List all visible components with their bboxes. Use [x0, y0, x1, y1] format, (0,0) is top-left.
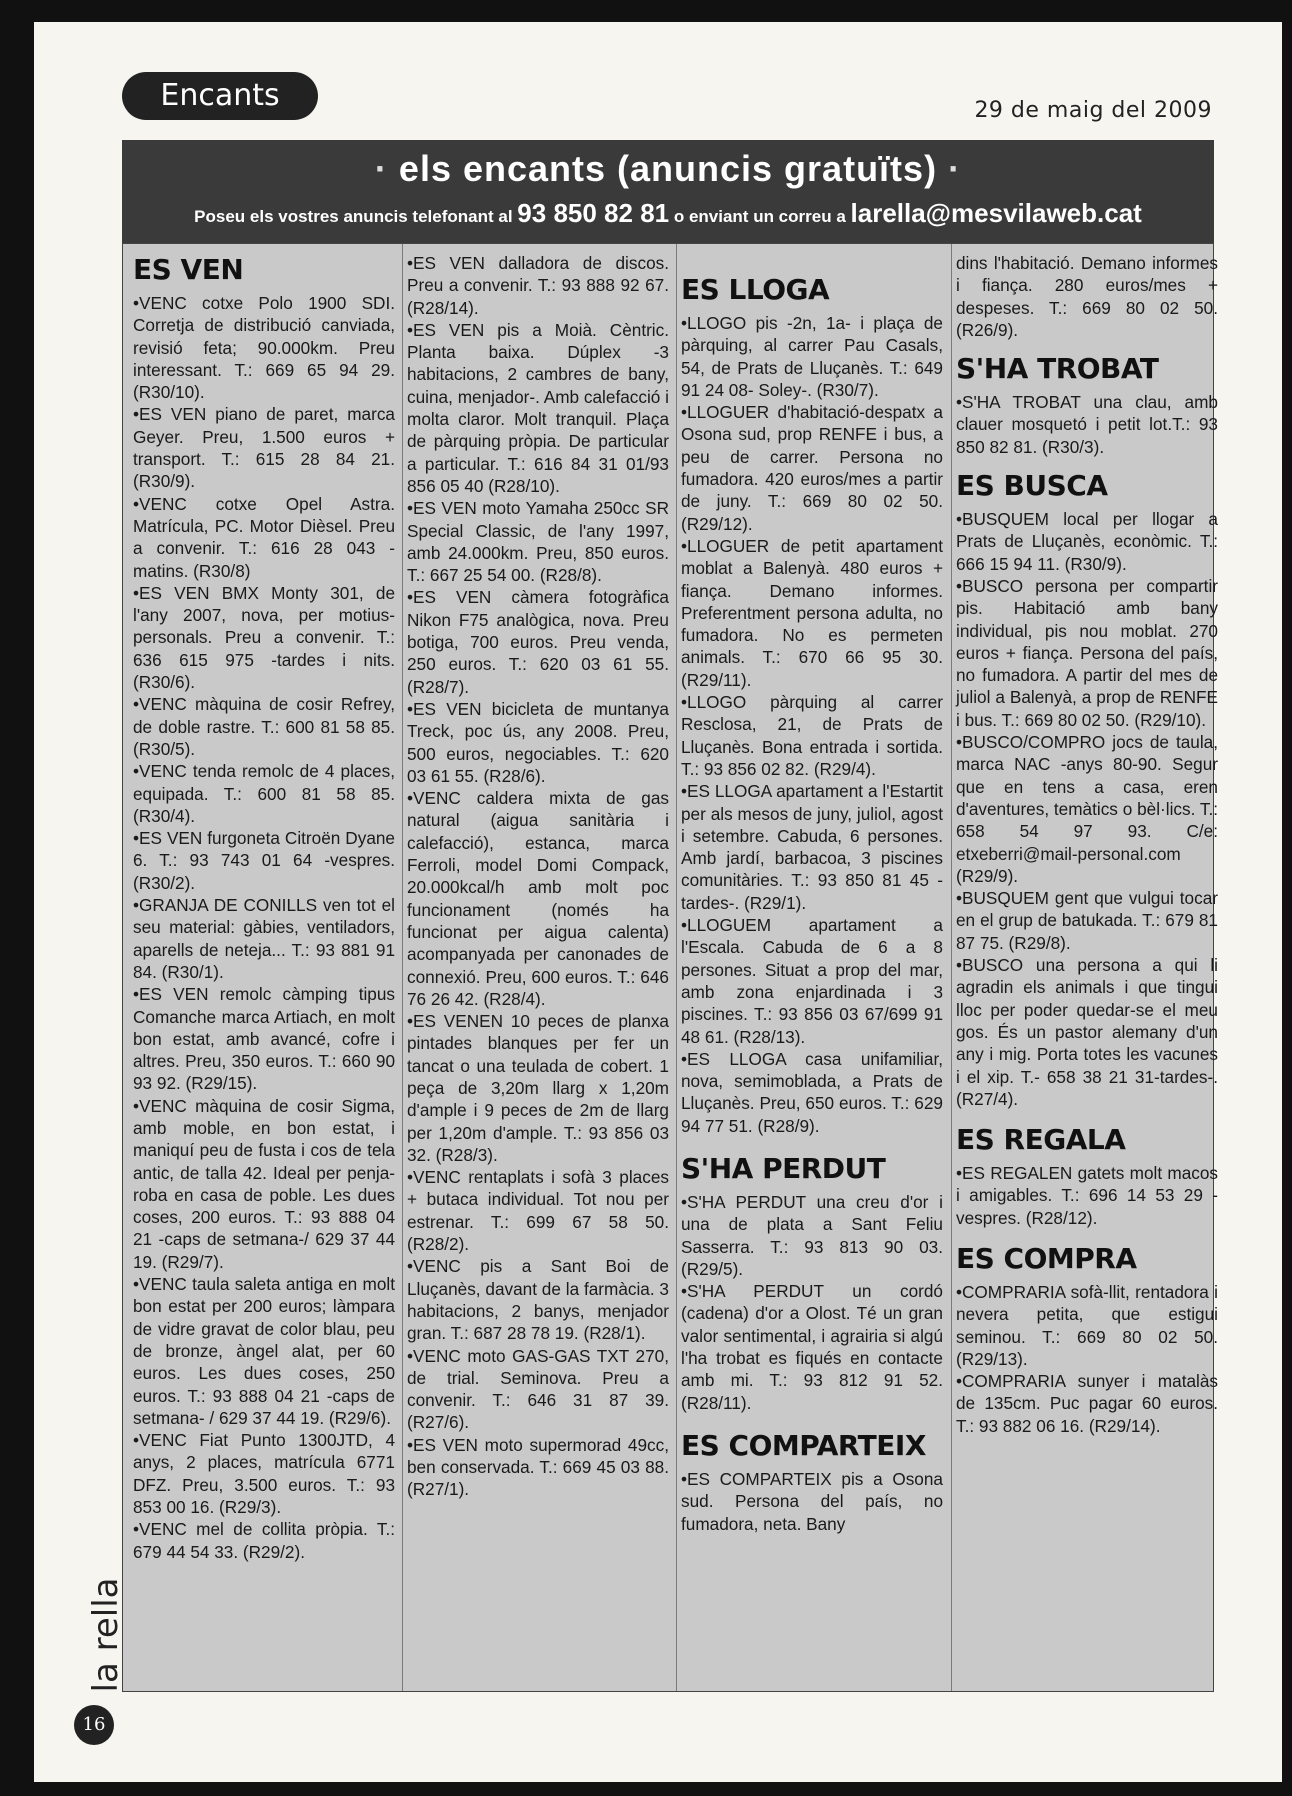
- classified-ad: •LLOGO pis -2n, 1a- i plaça de pàrquing, al carrer Pau Casals, 54, de Prats de Lluçanès. T.: 649 91 24 08- Soley-. (R30/7).: [681, 313, 943, 400]
- ads-es-lloga: [681, 312, 943, 1137]
- classified-ad: •ES VEN furgoneta Citroën Dyane 6. T.: 93 743 01 64 -vespres. (R30/2).: [133, 828, 395, 893]
- classified-ad: •ES REGALEN gatets molt macos i amigables. T.: 696 14 53 29 -vespres. (R28/12).: [956, 1163, 1218, 1228]
- section-tab: Encants: [122, 72, 318, 120]
- section-heading-sha-perdut: S'HA PERDUT: [681, 1151, 886, 1185]
- classified-ad: •VENC cotxe Polo 1900 SDI. Corretja de distribució canviada, revisió feta; 90.000km. Preu interessant. T.: 669 65 94 29. (R30/10).: [133, 293, 395, 403]
- classified-ad: •ES COMPARTEIX pis a Osona sud. Persona del país, no fumadora, neta. Bany: [681, 1468, 943, 1534]
- classified-ad: •VENC mel de collita pròpia. T.: 679 44 54 33. (R29/2).: [133, 1519, 395, 1562]
- classifieds-banner: [122, 140, 1214, 243]
- banner-title-text: els encants (anuncis gratuïts): [398, 148, 938, 189]
- ads-es-compra: [956, 1281, 1218, 1437]
- section-heading-es-ven: ES VEN: [133, 253, 244, 286]
- section-heading-es-regala: ES REGALA: [956, 1123, 1126, 1157]
- ads-es-busca: [956, 508, 1218, 1110]
- classified-ad: •S'HA PERDUT una creu d'or i una de plata a Sant Feliu Sasserra. T.: 93 813 90 03. (R29/5).: [681, 1191, 943, 1279]
- classified-ad: •LLOGUER d'habitació-despatx a Osona sud, prop RENFE i bus, a peu de carrer. Persona no fumadora. 420 euros/mes a partir de juny. T.: 669 80 02 50. (R29/12).: [681, 402, 943, 534]
- classified-ad: •VENC màquina de cosir Refrey, de doble rastre. T.: 600 81 58 85. (R30/5).: [133, 694, 395, 759]
- column-3: [681, 252, 943, 1535]
- classified-ad: •VENC caldera mixta de gas natural (aigua sanitària i calefacció), estanca, marca Ferroli, model Domi Compack, 20.000kcal/h amb molt poc funcionament (només ha funcionat per aigua calenta) acompanyada per canonades de connexió. Preu, 600 euros. T.: 646 76 26 42. (R28/4).: [407, 788, 669, 1009]
- ads-sha-perdut: [681, 1191, 943, 1414]
- classified-ad: •S'HA TROBAT una clau, amb clauer mosquetó i petit lot.T.: 93 850 82 81. (R30/3).: [956, 392, 1218, 457]
- classified-ad: •ES VENEN 10 peces de planxa pintades blanques per fer un tancat o una teulada de cobert. 1 peça de 3,20m llarg x 1,20m d'ample i 9 peces de 2m de llarg per 1,20m d'ample. T.: 93 856 03 32. (R28/3).: [407, 1011, 669, 1165]
- classified-ad: •GRANJA DE CONILLS ven tot el seu material: gàbies, ventiladors, aparells de neteja... T.: 93 881 91 84. (R30/1).: [133, 895, 395, 982]
- classified-ad: •ES VEN moto Yamaha 250cc SR Special Classic, de l'any 1997, amb 24.000km. Preu, 850 euros. T.: 667 25 54 00. (R28/8).: [407, 498, 669, 586]
- classified-ad: •VENC rentaplats i sofà 3 places + butaca individual. Tot nou per estrenar. T.: 699 67 58 50. (R28/2).: [407, 1167, 669, 1255]
- section-heading-es-lloga: ES LLOGA: [681, 273, 830, 306]
- classified-ad: •ES VEN càmera fotogràfica Nikon F75 analògica, nova. Preu botiga, 700 euros. Preu venda, 250 euros. T.: 620 03 61 55. (R28/7).: [407, 587, 669, 697]
- classified-ad: •VENC pis a Sant Boi de Lluçanès, davant de la farmàcia. 3 habitacions, 2 banys, menjador gran. T.: 687 28 78 19. (R28/1).: [407, 1256, 669, 1344]
- classified-ad: •ES VEN piano de paret, marca Geyer. Preu, 1.500 euros + transport. T.: 615 28 84 21. (R30/9).: [133, 404, 395, 492]
- column-1: [133, 252, 395, 1563]
- classified-ad: •ES VEN BMX Monty 301, de l'any 2007, nova, per motius-personals. Preu a convenir. T.: 636 615 975 -tardes i nits. (R30/6).: [133, 582, 395, 693]
- classified-ad: •BUSQUEM gent que vulgui tocar en el grup de batukada. T.: 679 81 87 75. (R29/8).: [956, 888, 1218, 953]
- column-divider: [676, 244, 677, 1691]
- classified-ad: •VENC Fiat Punto 1300JTD, 4 anys, 2 places, matrícula 6771 DFZ. Preu, 3.500 euros. T.: 93 853 00 16. (R29/3).: [133, 1430, 395, 1518]
- publication-sidebar: [86, 1565, 126, 1705]
- classified-ad: •BUSCO/COMPRO jocs de taula, marca NAC -anys 80-90. Segur que en tens a casa, eren d'aventures, temàtics o bèl·lics. T.: 658 54 97 93. C/e: etxeberri@mail-personal.com (R29/9).: [956, 732, 1218, 886]
- classified-ad: •ES VEN bicicleta de muntanya Treck, poc ús, any 2008. Preu, 500 euros, negociables. T.: 620 03 61 55. (R28/6).: [407, 698, 669, 786]
- classified-ad: •VENC cotxe Opel Astra. Matrícula, PC. Motor Dièsel. Preu a convenir. T.: 616 28 043 -matins. (R30/8): [133, 493, 395, 581]
- banner-title: [122, 148, 1214, 190]
- classified-ad: •ES VEN pis a Moià. Cèntric. Planta baixa. Dúplex -3 habitacions, 2 cambres de bany, cuina, menjador-. Amb calefacció i molta claror. Molt tranquil. Plaça de pàrquing pròpia. De particular a particular. T.: 616 84 31 01/93 856 05 40 (R28/10).: [407, 319, 669, 496]
- banner-email: larella@mesvilaweb.cat: [850, 198, 1142, 228]
- title-dot-right: ·: [948, 148, 962, 189]
- classified-ad: •ES VEN moto supermorad 49cc, ben conservada. T.: 669 45 03 88. (R27/1).: [407, 1434, 669, 1500]
- classified-ad: •ES LLOGA apartament a l'Estartit per als mesos de juny, juliol, agost i setembre. Cabuda, 6 persones. Amb jardí, barbacoa, 3 piscines comunitàries. T.: 93 850 81 45 -tardes-. (R29/1).: [681, 781, 943, 913]
- ads-es-regala: [956, 1162, 1218, 1229]
- classified-ad: •LLOGUER de petit apartament moblat a Balenyà. 480 euros + fiança. Demano informes. Preferentment persona adulta, no fumadora. No es permeten animals. T.: 670 66 95 30. (R29/11).: [681, 535, 943, 690]
- classified-ad: •ES LLOGA casa unifamiliar, nova, semimoblada, a Prats de Lluçanès. Preu, 650 euros. T.: 629 94 77 51. (R28/9).: [681, 1048, 943, 1136]
- column-divider: [951, 244, 952, 1691]
- classified-ad: •VENC moto GAS-GAS TXT 270, de trial. Seminova. Preu a convenir. T.: 646 31 87 39. (R27/6).: [407, 1345, 669, 1433]
- ads-es-ven: [133, 292, 395, 1563]
- classified-ad: •COMPRARIA sunyer i matalàs de 135cm. Puc pagar 60 euros. T.: 93 882 06 16. (R29/14).: [956, 1371, 1218, 1436]
- column-4: [956, 252, 1218, 1437]
- section-heading-sha-trobat: S'HA TROBAT: [956, 352, 1159, 386]
- classifieds-board: [122, 243, 1218, 1692]
- ads-es-comparteix: [681, 1468, 943, 1535]
- classified-ad: •BUSCO una persona a qui li agradin els animals i que tingui lloc per poder quedar-se el meu gos. És un pastor alemany d'un any i mig. Porta totes les vacunes i el xip. T.- 658 38 21 31-tardes-. (R27/4).: [956, 955, 1218, 1109]
- ad-continuation: dins l'habitació. Demano informes i fiança. 280 euros/mes + despeses. T.: 669 80 02 50. (R26/9).: [956, 253, 1218, 340]
- banner-sub-before: Poseu els vostres anuncis telefonant al: [194, 207, 513, 226]
- classified-ad: •LLOGO pàrquing al carrer Resclosa, 21, de Prats de Lluçanès. Bona entrada i sortida. T.: 93 856 02 82. (R29/4).: [681, 692, 943, 779]
- section-heading-es-comparteix: ES COMPARTEIX: [681, 1428, 926, 1462]
- banner-sub-middle: o enviant un correu a: [673, 207, 846, 226]
- ads-es-ven-cont: [407, 252, 669, 1501]
- classified-ad: •S'HA PERDUT un cordó (cadena) d'or a Olost. Té un gran valor sentimental, i agrairia si algú l'ha trobat es fiqués en contacte amb mi. T.: 93 812 91 52. (R28/11).: [681, 1281, 943, 1413]
- classified-ad: •VENC màquina de cosir Sigma, amb moble, en bon estat, i maniquí peu de fusta i cos de tela antic, de talla 42. Ideal per penja-roba en casa de poble. Les dues coses, 200 euros. T.: 93 888 04 21 -caps de setmana-/ 629 37 44 19. (R29/7).: [133, 1095, 395, 1272]
- classified-ad: •LLOGUEM apartament a l'Escala. Cabuda de 6 a 8 persones. Situat a prop del mar, amb zona enjardinada i 3 piscines. T.: 93 856 03 67/699 91 48 61. (R28/13).: [681, 915, 943, 1047]
- issue-date: 29 de maig del 2009: [974, 98, 1212, 123]
- column-2: [407, 252, 669, 1501]
- classified-ad: •BUSQUEM local per llogar a Prats de Lluçanès, econòmic. T.: 666 15 94 11. (R30/9).: [956, 509, 1218, 574]
- page-number: 16: [74, 1705, 114, 1745]
- banner-subtitle: [122, 198, 1214, 229]
- section-heading-es-busca: ES BUSCA: [956, 469, 1108, 503]
- ads-sha-trobat: [956, 391, 1218, 458]
- publication-name: la rella: [86, 1577, 126, 1693]
- banner-phone: 93 850 82 81: [517, 198, 670, 228]
- classified-ad: •ES VEN remolc càmping tipus Comanche marca Artiach, en molt bon estat, amb avancé, cofre i altres. Preu, 350 euros. T.: 660 90 93 92. (R29/15).: [133, 984, 395, 1094]
- classified-ad: •VENC taula saleta antiga en molt bon estat per 200 euros; làmpara de vidre gravat de color blau, peu de bronze, àngel alat, per 60 euros. Les dues coses, 250 euros. T.: 93 888 04 21 -caps de setmana- / 629 37 44 19. (R29/6).: [133, 1274, 395, 1428]
- classified-ad: •VENC tenda remolc de 4 places, equipada. T.: 600 81 58 85. (R30/4).: [133, 761, 395, 826]
- section-heading-es-compra: ES COMPRA: [956, 1241, 1137, 1275]
- classified-ad: •COMPRARIA sofà-llit, rentadora i nevera petita, que estigui seminou. T.: 669 80 02 50. (R29/13).: [956, 1281, 1218, 1369]
- classified-ad: •ES VEN dalladora de discos. Preu a convenir. T.: 93 888 92 67. (R28/14).: [407, 253, 669, 318]
- title-dot-left: ·: [374, 148, 388, 189]
- classified-ad: •BUSCO persona per compartir pis. Habitació amb bany individual, pis nou moblat. 270 euros + fiança. Persona del país, no fumadora. A partir del mes de juliol a Balenyà, a prop de RENFE i bus. T.: 669 80 02 50. (R29/10).: [956, 575, 1218, 730]
- column-divider: [402, 244, 403, 1691]
